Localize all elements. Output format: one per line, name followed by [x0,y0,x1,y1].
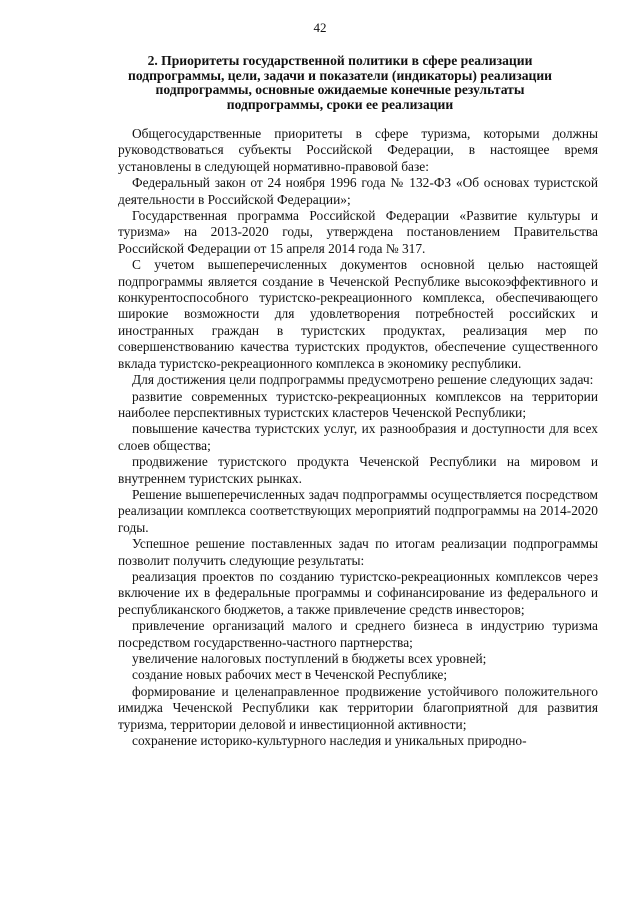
section-heading: 2. Приоритеты государственной политики в сфере реализации подпрограммы, цели, задачи и показатели (индикаторы) реализации подпрограммы, основные ожидаемые конечные результаты подпрограммы, сроки ее реализации [127,53,553,112]
paragraph: Федеральный закон от 24 ноября 1996 года № 132-ФЗ «Об основах туристской деятельности в Российской Федерации»; [118,175,598,207]
list-item: формирование и целенаправленное продвижение устойчивого положительного имиджа Чеченской Республики как территории благоприятной для развития туризма, территории деловой и инвестиционной активности; [118,683,598,732]
document-body [118,126,598,749]
list-item: развитие современных туристско-рекреационных комплексов на территории наиболее перспективных туристских кластеров Чеченской Республики; [118,388,598,420]
list-item: сохранение историко-культурного наследия и уникальных природно- [132,733,527,749]
paragraph: Для достижения цели подпрограммы предусмотрено решение следующих задач: [132,372,594,388]
paragraph: Общегосударственные приоритеты в сфере туризма, которыми должны руководствоваться субъекты Российской Федерации, в настоящее время установлены в следующей нормативно-правовой базе: [118,126,598,174]
page-number: 42 [313,20,327,35]
list-item: создание новых рабочих мест в Чеченской Республике; [132,667,448,683]
list-item: увеличение налоговых поступлений в бюджеты всех уровней; [132,651,487,666]
list-item: привлечение организаций малого и среднего бизнеса в индустрию туризма посредством государственно-частного партнерства; [118,618,598,650]
list-item: реализация проектов по созданию туристско-рекреационных комплексов через включение их в федеральные программы и софинансирование из федерального и республиканского бюджетов, а также привлечение средств инвесторов; [118,568,598,617]
paragraph: Государственная программа Российской Федерации «Развитие культуры и туризма» на 2013-2020 годы, утверждена постановлением Правительства Российской Федерации от 15 апреля 2014 года № 317. [118,208,598,256]
paragraph: Решение вышеперечисленных задач подпрограммы осуществляется посредством реализации комплекса соответствующих мероприятий подпрограммы на 2014-2020 годы. [118,486,598,535]
paragraph: С учетом вышеперечисленных документов основной целью настоящей подпрограммы является создание в Чеченской Республике высокоэффективного и конкурентоспособного туристско-рекреационного комплекса, обеспечивающего широкие возможности для удовлетворения потребностей российских и иностранных граждан в туристских продуктах, реализация мер по совершенствованию качества туристских продуктов, обеспечение существенного вклада туристско-рекреационного комплекса в экономику республики. [118,257,598,371]
paragraph: Успешное решение поставленных задач по итогам реализации подпрограммы позволит получить следующие результаты: [118,536,598,568]
list-item: продвижение туристского продукта Чеченской Республики на мировом и внутреннем туристских рынках. [118,454,598,486]
list-item: повышение качества туристских услуг, их разнообразия и доступности для всех слоев общества; [118,421,598,453]
